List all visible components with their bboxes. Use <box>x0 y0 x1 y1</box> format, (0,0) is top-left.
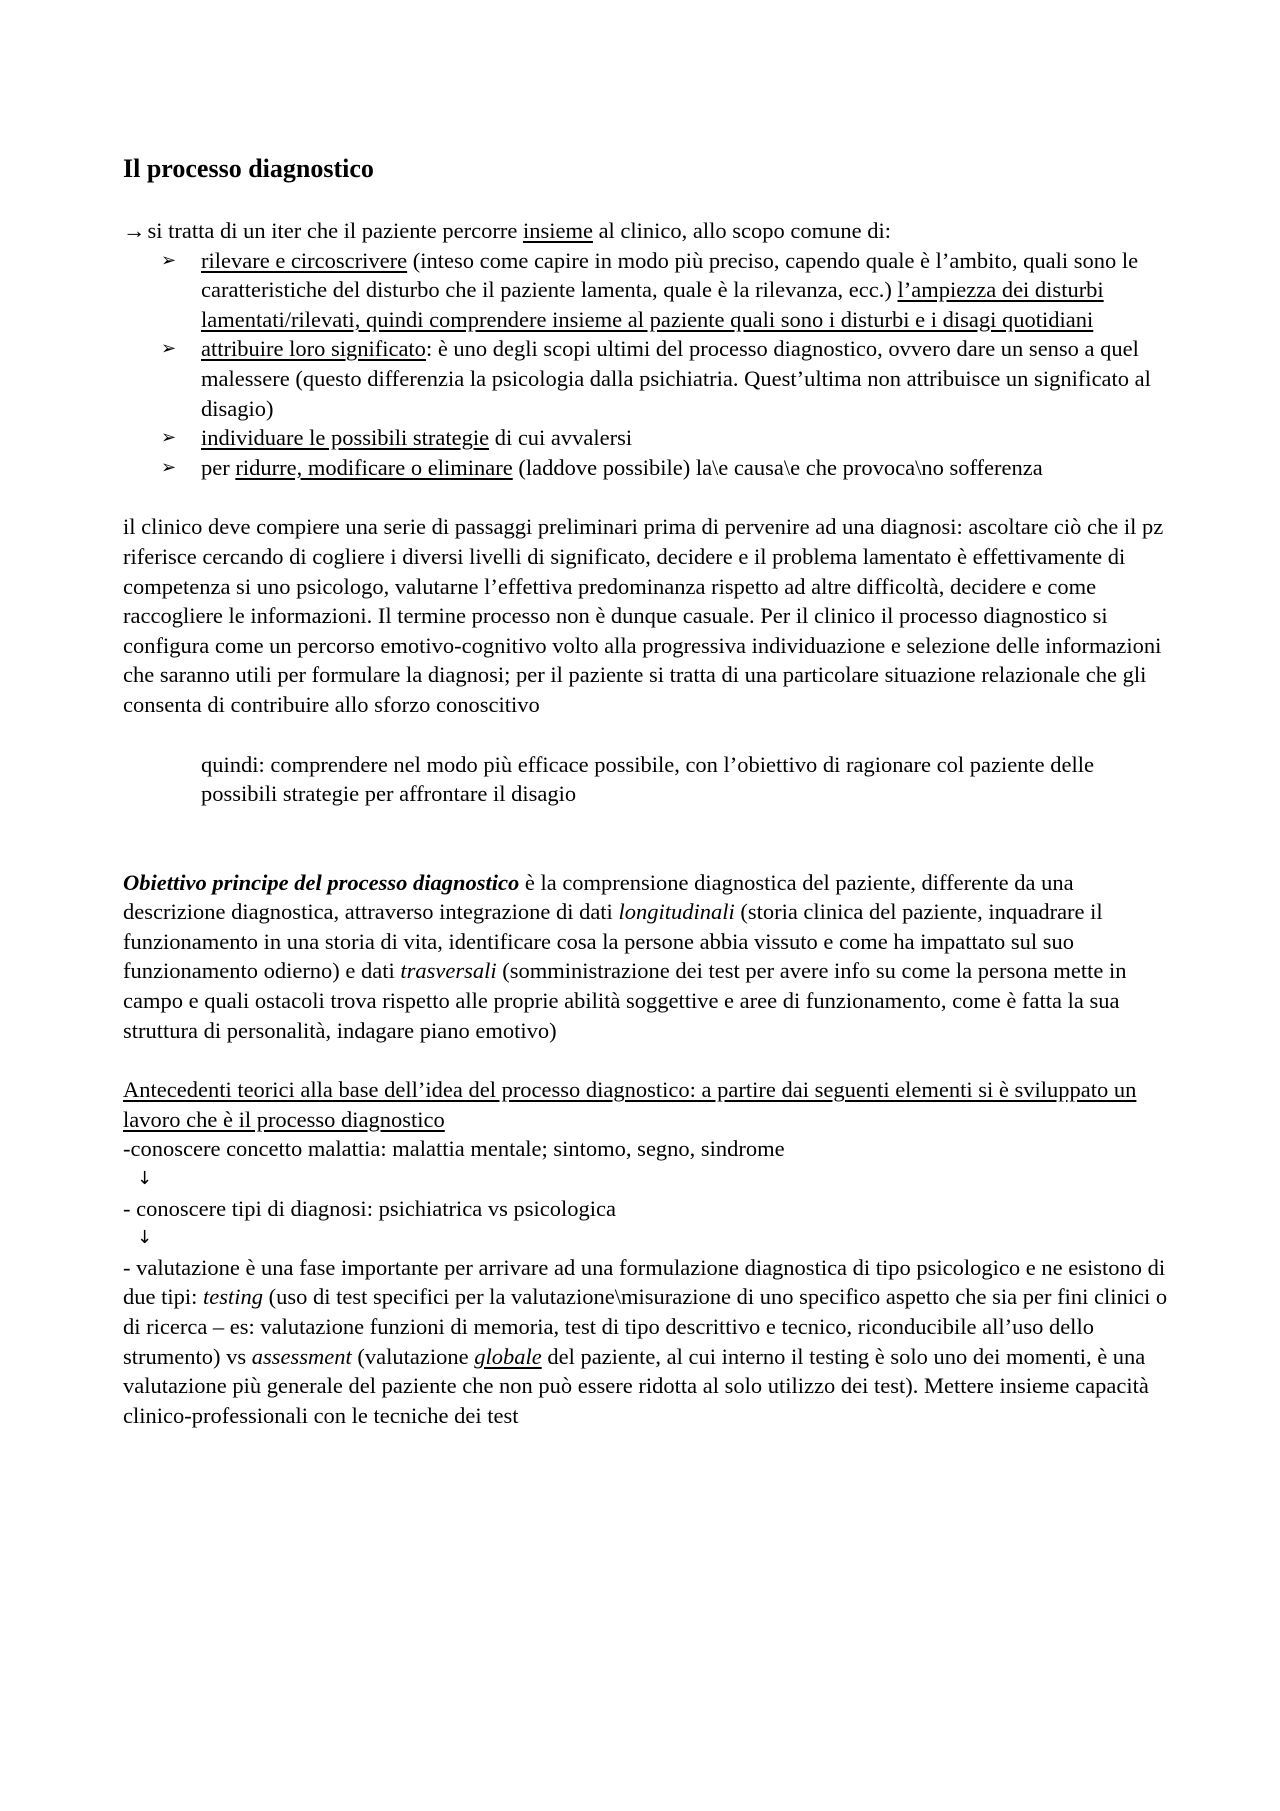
bullet-prefix: per <box>201 454 236 480</box>
page-title: Il processo diagnostico <box>123 154 374 183</box>
bullet-text: (inteso come capire in modo più preciso, capendo quale è l’ambito, quali sono le caratteristiche del disturbo che il paziente lamenta, quale è la rilevanza, ecc.) <box>201 247 1139 303</box>
step3-text: (valutazione <box>351 1343 475 1369</box>
bullet-underlined: ridurre, modificare o eliminare <box>235 454 513 480</box>
antecedenti-step-1: -conoscere concetto malattia: malattia mentale; sintomo, segno, sindrome <box>123 1136 785 1162</box>
antecedenti-step-2: - conoscere tipi di diagnosi: psichiatrica vs psicologica <box>123 1195 616 1221</box>
obiettivo-text: è la comprensione diagnostica del paziente, differente da una descrizione diagnostica, attraverso integrazione di dati <box>123 869 1074 925</box>
obiettivo-paragraph <box>123 868 1168 1046</box>
list-item <box>123 423 1168 453</box>
arrowhead-bullet-icon: ➢ <box>161 427 177 449</box>
arrowhead-bullet-icon: ➢ <box>161 456 177 478</box>
bullet-underlined-tail: l’ampiezza dei disturbi lamentati/rilevati, quindi comprendere insieme al paziente quali sono i disturbi e i disagi quotidiani <box>201 277 1104 332</box>
step3-text: (uso di test specifici per la valutazione\misurazione di uno specifico aspetto che sia per fini clinici o di ricerca – es: valutazione funzioni di memoria, test di tipo descrittivo e tecnico, riconducibile all’uso dello strumento) vs <box>123 1284 1168 1369</box>
list-item <box>123 453 1168 483</box>
document-page <box>123 152 1168 1430</box>
obiettivo-italic: longitudinali <box>618 899 735 925</box>
obiettivo-heading: Obiettivo principe del processo diagnostico <box>123 869 520 895</box>
step3-italic: testing <box>203 1284 263 1310</box>
list-item <box>123 334 1168 423</box>
bullet-text: : è uno degli scopi ultimi del processo diagnostico, ovvero dare un senso a quel malessere (questo differenzia la psicologia dalla psichiatria. Quest’ultima non attribuisce un significato al disagio) <box>201 336 1151 421</box>
bullet-text: di cui avvalersi <box>489 425 633 451</box>
step3-text: del paziente, al cui interno il testing è solo uno dei momenti, è una valutazione più generale del paziente che non può essere ridotta al solo utilizzo dei test). Mettere insieme capacità clinico-professionali con le tecniche dei test <box>123 1343 1149 1428</box>
objectives-list <box>123 246 1168 483</box>
obiettivo-text: (somministrazione dei test per avere info su come la persona mette in campo e quali ostacoli trova rispetto alle proprie abilità soggettive e aree di funzionamento, come è fatta la sua struttura di personalità, indagare piano emotivo) <box>123 958 1127 1043</box>
intro-line <box>123 216 1168 246</box>
arrowhead-bullet-icon: ➢ <box>161 249 177 271</box>
arrow-right-icon: → <box>123 218 146 243</box>
intro-text-end: al clinico, allo scopo comune di: <box>592 218 891 243</box>
step3-italic-underlined: globale <box>474 1343 542 1369</box>
list-item <box>123 246 1168 335</box>
quote-paragraph: quindi: comprendere nel modo più efficace possibile, con l’obiettivo di ragionare col paziente delle possibili strategie per affrontare il disagio <box>201 751 1095 807</box>
antecedenti-heading <box>123 1075 1168 1134</box>
antecedenti-step-3 <box>123 1253 1168 1431</box>
antecedenti-heading-text: Antecedenti teorici alla base dell’idea del processo diagnostico: a partire dai seguenti elementi si è sviluppato un lavoro che è il processo diagnostico <box>123 1077 1137 1132</box>
step3-italic: assessment <box>251 1343 352 1369</box>
bullet-underlined: rilevare e circoscrivere <box>201 247 408 273</box>
bullet-text: (laddove possibile) la\e causa\e che provoca\no sofferenza <box>512 454 1043 480</box>
step3-text: - valutazione è una fase importante per arrivare ad una formulazione diagnostica di tipo psicologico e ne esistono di due tipi: <box>123 1254 1166 1310</box>
obiettivo-text: (storia clinica del paziente, inquadrare il funzionamento in una storia di vita, identificare cosa la persone abbia vissuto e come ha impattato sul suo funzionamento odierno) e dati <box>123 899 1103 984</box>
intro-underlined: insieme <box>522 218 593 243</box>
intro-text: si tratta di un iter che il paziente percorre <box>147 218 523 243</box>
obiettivo-italic: trasversali <box>400 958 497 984</box>
arrow-down-icon: ↓ <box>137 1168 153 1190</box>
bullet-underlined: attribuire loro significato <box>201 336 426 362</box>
bullet-underlined: individuare le possibili strategie <box>201 425 490 451</box>
clinico-paragraph: il clinico deve compiere una serie di passaggi preliminari prima di pervenire ad una diagnosi: ascoltare ciò che il pz riferisce cercando di cogliere i diversi livelli di significato, decidere e il problema lamentato è effettivamente di competenza si uno psicologo, valutarne l’effettiva predominanza rispetto ad altre difficoltà, decidere e come raccogliere le informazioni. Il termine processo non è dunque casuale. Per il clinico il processo diagnostico si configura come un percorso emotivo-cognitivo volto alla progressiva individuazione e selezione delle informazioni che saranno utili per formulare la diagnosi; per il paziente si tratta di una particolare situazione relazionale che gli consenta di contribuire allo sforzo conoscitivo <box>123 514 1164 717</box>
arrowhead-bullet-icon: ➢ <box>161 338 177 360</box>
arrow-down-icon: ↓ <box>137 1227 153 1249</box>
